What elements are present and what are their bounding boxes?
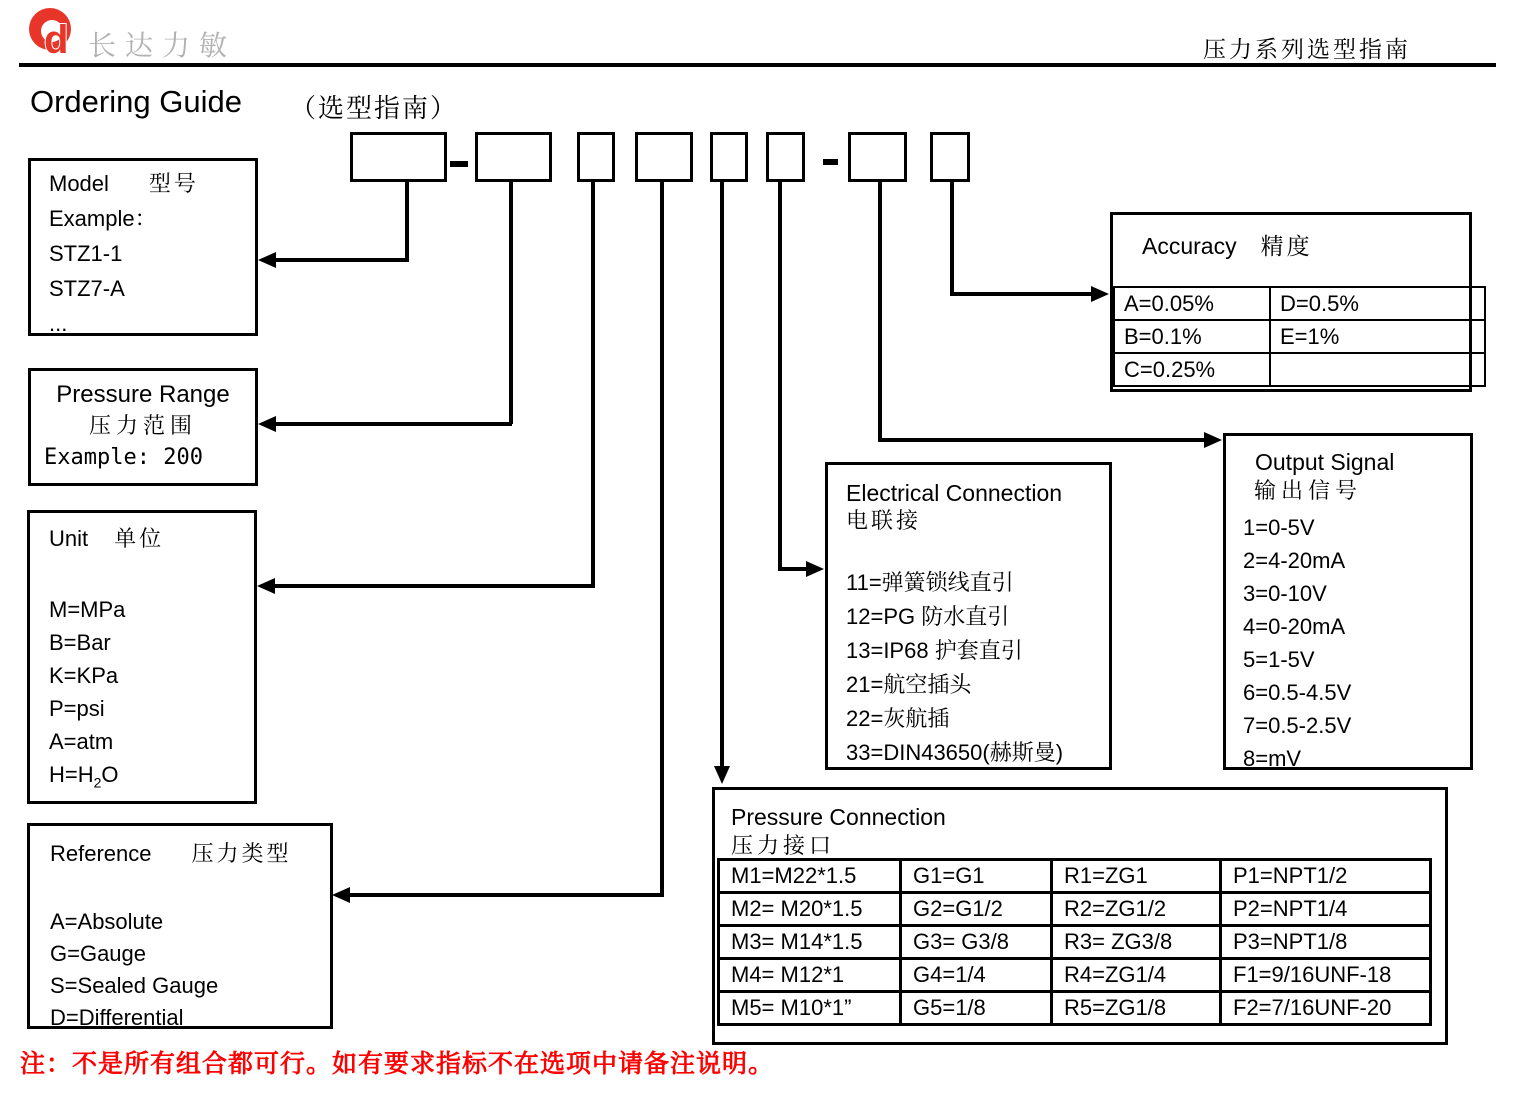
reference-item: G=Gauge [50, 941, 147, 966]
electrical-title-zh: 电联接 [846, 508, 922, 533]
pressure-connection-title-zh: 压力接口 [731, 833, 836, 858]
output-signal-item: 8=mV [1243, 746, 1302, 771]
pc-cell: R4=ZG1/4 [1052, 959, 1221, 992]
unit-item: P=psi [49, 696, 105, 721]
unit-item: K=KPa [49, 663, 119, 688]
unit-item: B=Bar [49, 630, 111, 655]
table-row [719, 926, 1431, 959]
reference-connector-h [336, 893, 662, 897]
pc-cell: R5=ZG1/8 [1052, 992, 1221, 1025]
unit-arrow-icon [257, 578, 275, 594]
unit-connector-h [261, 584, 593, 588]
model-arrow-icon [258, 252, 276, 268]
range-arrow-icon [258, 416, 276, 432]
range-connector-v [509, 180, 513, 424]
accuracy-connector-v [950, 180, 954, 295]
code-box-electrical-connection [766, 132, 805, 182]
reference-title: Reference 压力类型 [50, 841, 292, 866]
output-connector-h [878, 438, 1206, 442]
table-row [719, 992, 1431, 1025]
table-row [1114, 287, 1485, 320]
reference-item: S=Sealed Gauge [50, 973, 219, 998]
pc-cell: R3= ZG3/8 [1052, 926, 1221, 959]
unit-title: Unit 单位 [49, 526, 165, 551]
pc-cell: M3= M14*1.5 [719, 926, 901, 959]
model-line: Example： [49, 206, 157, 231]
svg-text:d: d [44, 18, 69, 60]
series-title: 压力系列选型指南 [1203, 36, 1411, 62]
pc-cell: P3=NPT1/8 [1221, 926, 1431, 959]
pressure-connection-table [717, 858, 1432, 1026]
code-box-range [475, 132, 552, 182]
code-dash-1 [450, 161, 468, 167]
header-rule [19, 63, 1496, 67]
output-signal-item: 3=0-10V [1243, 581, 1327, 606]
range-connector-h [262, 422, 512, 426]
unit-box [27, 510, 257, 804]
pc-cell: P2=NPT1/4 [1221, 893, 1431, 926]
electrical-items [846, 566, 1109, 770]
accuracy-connector-h [950, 292, 1093, 296]
electrical-item: 21=航空插头 [846, 672, 972, 697]
accuracy-title: Accuracy 精度 [1142, 233, 1313, 259]
pc-cell: M5= M10*1” [719, 992, 901, 1025]
pc-cell: R2=ZG1/2 [1052, 893, 1221, 926]
unit-item-h2o: $H=H_2O$ [49, 762, 119, 791]
unit-item: M=MPa [49, 597, 126, 622]
accuracy-cell [1270, 353, 1485, 386]
output-signal-item: 1=0-5V [1243, 515, 1315, 540]
pressure-connection-title: Pressure Connection [731, 804, 946, 830]
pc-cell: G4=1/4 [901, 959, 1052, 992]
accuracy-arrow-icon [1091, 286, 1109, 302]
accuracy-cell: B=0.1% [1114, 320, 1270, 353]
electrical-connection-box [825, 462, 1112, 770]
accuracy-cell: E=1% [1270, 320, 1485, 353]
code-box-reference [635, 132, 693, 182]
model-line: STZ7-A [49, 276, 125, 301]
table-row [719, 860, 1431, 893]
electrical-item: 22=灰航插 [846, 706, 950, 731]
model-line: STZ1-1 [49, 241, 123, 266]
pressure-range-box [28, 368, 258, 486]
logo-icon [28, 6, 80, 66]
electrical-title: Electrical Connection [846, 480, 1063, 506]
output-signal-title-zh: 输出信号 [1254, 478, 1363, 503]
pressure-range-example: Example: 200 [44, 445, 203, 470]
output-signal-item: 2=4-20mA [1243, 548, 1346, 573]
code-box-model [350, 132, 447, 182]
logo-text: 长达力敏 [88, 30, 237, 61]
code-box-unit [577, 132, 615, 182]
code-dash-2 [823, 159, 838, 165]
electrical-arrow-icon [806, 561, 824, 577]
pc-cell: M1=M22*1.5 [719, 860, 901, 893]
output-signal-box [1223, 433, 1473, 770]
code-box-accuracy [930, 132, 970, 182]
table-row [719, 893, 1431, 926]
unit-connector-v [591, 180, 595, 588]
pc-cell: G1=G1 [901, 860, 1052, 893]
pc-cell: P1=NPT1/2 [1221, 860, 1431, 893]
pc-cell: G2=G1/2 [901, 893, 1052, 926]
model-title: Model 型号 [49, 171, 199, 196]
pc-cell: R1=ZG1 [1052, 860, 1221, 893]
accuracy-table [1113, 286, 1486, 387]
reference-items [50, 906, 330, 1034]
pressure-connection-connector-v [720, 180, 724, 768]
pc-cell: F2=7/16UNF-20 [1221, 992, 1431, 1025]
accuracy-cell: C=0.25% [1114, 353, 1270, 386]
page-title-zh: （选型指南） [290, 93, 459, 123]
pressure-connection-arrow-icon [714, 766, 730, 784]
model-line: ... [49, 311, 68, 336]
pc-cell: M2= M20*1.5 [719, 893, 901, 926]
output-signal-item: 4=0-20mA [1243, 614, 1346, 639]
output-arrow-icon [1204, 432, 1222, 448]
pc-cell: G3= G3/8 [901, 926, 1052, 959]
table-row [1114, 353, 1485, 386]
model-connector-h [262, 258, 409, 262]
output-signal-item: 6=0.5-4.5V [1243, 680, 1352, 705]
unit-items [49, 593, 254, 799]
model-connector-v [405, 180, 409, 260]
reference-item: A=Absolute [50, 909, 164, 934]
accuracy-cell: A=0.05% [1114, 287, 1270, 320]
pc-cell: F1=9/16UNF-18 [1221, 959, 1431, 992]
output-signal-title: Output Signal [1255, 449, 1395, 475]
pressure-range-title: Pressure Range [56, 381, 230, 408]
reference-box [27, 823, 333, 1029]
code-box-pressure-connection [710, 132, 748, 182]
electrical-item: 11=弹簧锁线直引 [846, 570, 1014, 595]
electrical-item: 33=DIN43650(赫斯曼) [846, 740, 1064, 765]
output-signal-item: 5=1-5V [1243, 647, 1315, 672]
code-box-output-signal [848, 132, 907, 182]
reference-arrow-icon [332, 887, 350, 903]
electrical-item: 13=IP68 护套直引 [846, 638, 1023, 663]
electrical-connector-h [778, 567, 808, 571]
reference-connector-v [660, 180, 664, 897]
table-row [719, 959, 1431, 992]
output-connector-v [878, 180, 882, 442]
page-title: Ordering Guide [30, 84, 242, 119]
electrical-item: 12=PG 防水直引 [846, 604, 1010, 629]
note-text: 注：不是所有组合都可行。如有要求指标不在选项中请备注说明。 [20, 1050, 775, 1078]
output-signal-items [1243, 511, 1470, 775]
model-box [28, 158, 258, 336]
pc-cell: G5=1/8 [901, 992, 1052, 1025]
pc-cell: M4= M12*1 [719, 959, 901, 992]
table-row [1114, 320, 1485, 353]
reference-item: D=Differential [50, 1005, 184, 1030]
unit-item: A=atm [49, 729, 114, 754]
output-signal-item: 7=0.5-2.5V [1243, 713, 1352, 738]
pressure-range-title-zh: 压力范围 [88, 413, 197, 438]
accuracy-cell: D=0.5% [1270, 287, 1485, 320]
electrical-connector-v [778, 180, 782, 571]
